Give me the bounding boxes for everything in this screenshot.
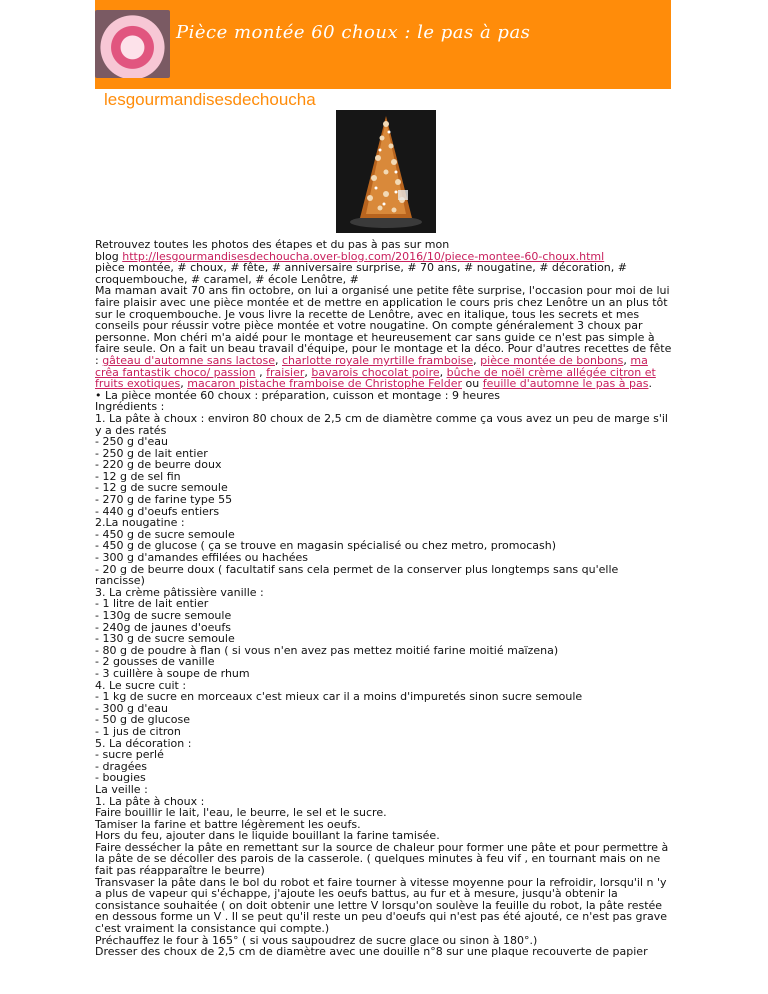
- recipe-line: - 1 kg de sucre en morceaux c'est mieux car il a moins d'impuretés sinon sucre semoule: [95, 690, 583, 704]
- recipe-link[interactable]: feuille d'automne le pas à pas: [482, 377, 649, 391]
- recipe-line: 3. La crème pâtissière vanille :: [95, 585, 264, 599]
- recipe-line: - 450 g de sucre semoule: [95, 527, 235, 541]
- recipe-line: Faire bouillir le lait, l'eau, le beurre, le sel et le sucre.: [95, 806, 387, 820]
- recipe-line: y a des ratés: [95, 423, 167, 437]
- recipe-line: - 20 g de beurre doux ( facultatif sans cela permet de la conserver plus longtemps sans qu'elle: [95, 562, 619, 576]
- recipe-link[interactable]: fraisier: [266, 365, 305, 379]
- recipe-line: - 250 g d'eau: [95, 435, 168, 449]
- recipe-link[interactable]: gâteau d'automne sans lactose: [102, 353, 275, 367]
- recipe-line: 5. La décoration :: [95, 736, 192, 750]
- recipe-link[interactable]: fruits exotiques: [95, 377, 181, 391]
- links-line: crêa fantastik choco/ passion , fraisier, bavarois chocolat poire, bûche de noël crème allégée citron et: [95, 365, 656, 379]
- intro-prefix: blog: [95, 249, 123, 263]
- recipe-line: - dragées: [95, 759, 147, 773]
- recipe-line: - 300 g d'eau: [95, 701, 168, 715]
- recipe-line: fait pas réapparaître le beurre): [95, 864, 265, 878]
- recipe-text: [95, 390, 675, 958]
- paragraph-line: sur le croquembouche. Je vous livre la recette de Lenôtre, avec en italique, tous les secrets et mes: [95, 307, 640, 321]
- recipe-line: - sucre perlé: [95, 748, 164, 762]
- recipe-link[interactable]: macaron pistache framboise de Christophe Felder: [187, 377, 463, 391]
- recipe-link[interactable]: crêa fantastik choco/ passion: [95, 365, 256, 379]
- recipe-line: - 2 gousses de vanille: [95, 655, 215, 669]
- recipe-line: Préchauffez le four à 165° ( si vous saupoudrez de sucre glace ou sinon à 180°.): [95, 933, 538, 947]
- tags-line: croquembouche, # caramel, # école Lenôtre, #: [95, 272, 359, 286]
- paragraph-line: faire plaisir avec une pièce montée et de mettre en application le cours pris chez Lenôtre un an plus tôt: [95, 295, 668, 309]
- recipe-line: Dresser des choux de 2,5 cm de diamètre avec une douille n°8 sur une plaque recouverte de papier: [95, 945, 648, 959]
- recipe-line: en dessous forme un V . Il se peut qu'il reste un peu d'oeufs qui n'est pas été ajouté, ce n'est pas grave: [95, 910, 668, 924]
- links-line: fruits exotiques, macaron pistache framboise de Christophe Felder ou feuille d'automne le pas à pas.: [95, 377, 652, 391]
- recipe-line: Faire dessécher la pâte en remettant sur la source de chaleur pour former une pâte et pour permettre à: [95, 840, 669, 854]
- recipe-line: 4. Le sucre cuit :: [95, 678, 187, 692]
- recipe-line: - 240g de jaunes d'oeufs: [95, 620, 232, 634]
- recipe-line: 1. La pâte à choux :: [95, 794, 205, 808]
- recipe-line: Tamiser la farine et battre légèrement les oeufs.: [95, 817, 361, 831]
- recipe-line: - bougies: [95, 771, 146, 785]
- recipe-link[interactable]: bavarois chocolat poire: [311, 365, 440, 379]
- recipe-line: - 250 g de lait entier: [95, 446, 208, 460]
- cake-thumbnail-icon: [95, 10, 170, 78]
- paragraph-line: Ma maman avait 70 ans fin octobre, on lui a organisé une petite fête surprise, l'occasion pour moi de lui: [95, 284, 670, 298]
- links-line: : gâteau d'automne sans lactose, charlotte royale myrtille framboise, pièce montée de bonbons, ma: [95, 353, 648, 367]
- recipe-link[interactable]: bûche de noël crème allégée citron et: [446, 365, 656, 379]
- paragraph-line: faire seule. On a fait un beau travail d'équipe, pour le montage et la déco. Pour d'autres recettes de fête: [95, 342, 672, 356]
- recipe-line: a plus de vapeur qui s'échappe, j'ajoute les oeufs battus, au fur et à mesure, jusqu'à obtenir la: [95, 887, 618, 901]
- recipe-line: - 50 g de glucose: [95, 713, 190, 727]
- croquembouche-photo: [336, 110, 436, 233]
- recipe-line: Hors du feu, ajouter dans le liquide bouillant la farine tamisée.: [95, 829, 440, 843]
- recipe-line: 1. La pâte à choux : environ 80 choux de 2,5 cm de diamètre comme ça vous avez un peu de marge s'il: [95, 411, 668, 425]
- article-body: [95, 239, 675, 958]
- blog-link[interactable]: http://lesgourmandisesdechoucha.over-blog.com/2016/10/piece-montee-60-choux.html: [122, 249, 605, 263]
- page-title: Pièce montée 60 choux : le pas à pas: [176, 22, 531, 43]
- recipe-line: • La pièce montée 60 choux : préparation, cuisson et montage : 9 heures: [95, 388, 500, 402]
- recipe-line: - 12 g de sel fin: [95, 469, 181, 483]
- recipe-line: - 130 g de sucre semoule: [95, 632, 235, 646]
- header-banner: [95, 0, 671, 89]
- recipe-link[interactable]: charlotte royale myrtille framboise: [282, 353, 474, 367]
- paragraph-line: conseils pour réussir votre pièce montée et votre nougatine. On compte généralement 3 choux par: [95, 319, 643, 333]
- recipe-line: la pâte de se décoller des parois de la casserole. ( quelques minutes à feu vif , en tournant mais on ne: [95, 852, 661, 866]
- recipe-link[interactable]: pièce montée de bonbons: [480, 353, 624, 367]
- recipe-line: - 12 g de sucre semoule: [95, 481, 228, 495]
- recipe-line: - 270 g de farine type 55: [95, 493, 233, 507]
- recipe-line: - 450 g de glucose ( ça se trouve en magasin spécialisé ou chez metro, promocash): [95, 539, 556, 553]
- recipe-link[interactable]: ma: [630, 353, 648, 367]
- links-or: ou: [462, 377, 483, 391]
- recipe-line: - 440 g d'oeufs entiers: [95, 504, 220, 518]
- intro-line: Retrouvez toutes les photos des étapes et du pas à pas sur mon: [95, 238, 450, 251]
- recipe-line: c'est vraiment la consistance qui compte.): [95, 922, 330, 936]
- recipe-line: - 3 cuillère à soupe de rhum: [95, 666, 250, 680]
- recipe-line: rancisse): [95, 574, 145, 588]
- recipe-line: 2.La nougatine :: [95, 516, 185, 530]
- paragraph-line: personne. Mon chéri m'a aidé pour le montage et heureusement car sans guide ce n'est pas simple à: [95, 330, 655, 344]
- blog-name[interactable]: lesgourmandisesdechoucha: [104, 90, 316, 109]
- recipe-line: - 300 g d'amandes effilées ou hachées: [95, 551, 309, 565]
- recipe-line: Transvaser la pâte dans le bol du robot et faire tourner à vitesse moyenne pour la refroidir, lorsqu'il n 'y: [95, 875, 667, 889]
- tags-line: pièce montée, # choux, # fête, # anniversaire surprise, # 70 ans, # nougatine, # décoration, #: [95, 261, 627, 275]
- recipe-line: - 1 litre de lait entier: [95, 597, 209, 611]
- recipe-line: - 130g de sucre semoule: [95, 609, 232, 622]
- recipe-line: consistance souhaitée ( on doit obtenir une lettre V lorsqu'on soulève la feuille du robot, la pâte restée: [95, 898, 663, 912]
- recipe-line: - 1 jus de citron: [95, 724, 181, 738]
- recipe-line: - 220 g de beurre doux: [95, 458, 222, 472]
- recipe-line: La veille :: [95, 782, 148, 796]
- recipe-line: - 80 g de poudre à flan ( si vous n'en avez pas mettez moitié farine moitié maïzena): [95, 643, 559, 657]
- recipe-line: Ingrédients :: [95, 400, 165, 414]
